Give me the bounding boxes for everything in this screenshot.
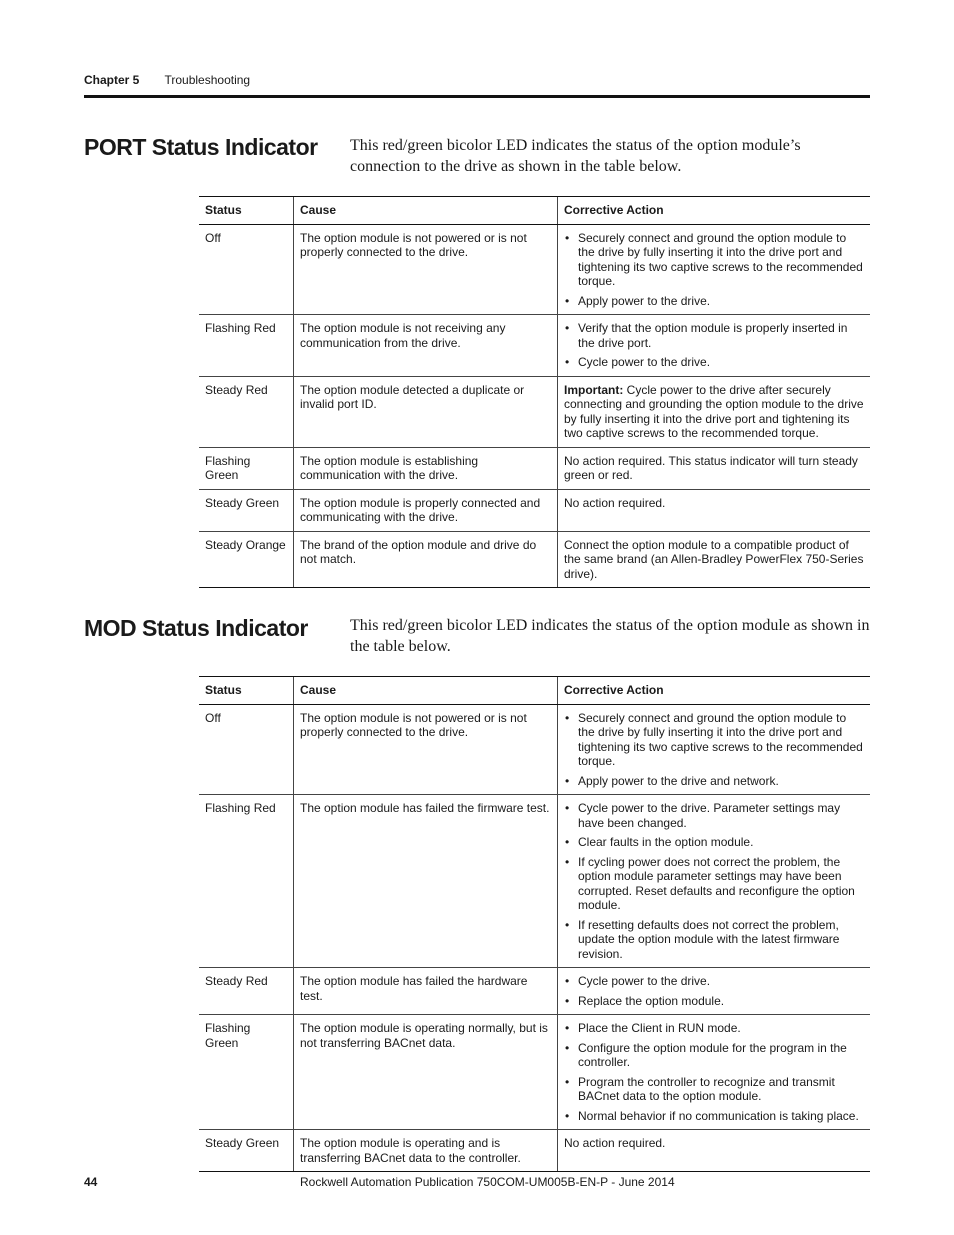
cause-cell: The option module is not powered or is not properly connected to the drive.	[294, 704, 558, 795]
action-cell: No action required.	[558, 489, 871, 531]
status-cell: Flashing Red	[199, 795, 294, 968]
action-bullet: • If resetting defaults does not correct the problem, update the option module with the latest firmware revision.	[564, 918, 864, 962]
action-cell	[558, 376, 871, 447]
status-cell: Steady Green	[199, 489, 294, 531]
status-cell: Steady Orange	[199, 531, 294, 588]
action-bullet: • Securely connect and ground the option module to the drive by fully inserting it into the drive port and tightening its two captive screws to the recommended torque.	[564, 231, 864, 289]
action-cell: Connect the option module to a compatible product of the same brand (an Allen-Bradley PowerFlex 750-Series drive).	[558, 531, 871, 588]
action-cell	[558, 315, 871, 377]
cause-cell: The option module is operating and is transferring BACnet data to the controller.	[294, 1130, 558, 1172]
action-bullet: • Clear faults in the option module.	[564, 835, 864, 850]
port-status-table	[199, 196, 870, 588]
action-cell	[558, 704, 871, 795]
running-header	[84, 73, 250, 87]
cause-cell: The option module is operating normally, but is not transferring BACnet data.	[294, 1015, 558, 1130]
table-row	[199, 704, 870, 795]
table-row	[199, 1015, 870, 1130]
table-row	[199, 447, 870, 489]
action-bullet: • Replace the option module.	[564, 994, 864, 1009]
publication-info: Rockwell Automation Publication 750COM-UM005B-EN-P - June 2014	[300, 1175, 675, 1189]
col-cause: Cause	[294, 677, 558, 705]
action-bullet: • Cycle power to the drive. Parameter settings may have been changed.	[564, 801, 864, 830]
cause-cell: The option module detected a duplicate or invalid port ID.	[294, 376, 558, 447]
action-cell	[558, 1015, 871, 1130]
action-bullet: • Apply power to the drive.	[564, 294, 864, 309]
mod-section-intro: This red/green bicolor LED indicates the status of the option module as shown in the table below.	[350, 617, 870, 655]
chapter-section: Troubleshooting	[164, 73, 251, 87]
table-row	[199, 1130, 870, 1172]
cause-cell: The option module is establishing communication with the drive.	[294, 447, 558, 489]
table-row	[199, 968, 870, 1015]
action-cell: No action required. This status indicator will turn steady green or red.	[558, 447, 871, 489]
cause-cell: The option module is properly connected and communicating with the drive.	[294, 489, 558, 531]
cause-cell: The brand of the option module and drive do not match.	[294, 531, 558, 588]
table-row	[199, 531, 870, 588]
action-bullet: • Configure the option module for the program in the controller.	[564, 1041, 864, 1070]
table-header-row	[199, 197, 870, 225]
table-row	[199, 376, 870, 447]
action-bullet: • Securely connect and ground the option module to the drive by fully inserting it into the drive port and tightening its two captive screws to the recommended torque.	[564, 711, 864, 769]
action-bullet: • Verify that the option module is properly inserted in the drive port.	[564, 321, 864, 350]
table-row	[199, 795, 870, 968]
table-row	[199, 315, 870, 377]
port-section-title: PORT Status Indicator	[84, 134, 318, 160]
status-cell: Flashing Green	[199, 447, 294, 489]
status-cell: Steady Green	[199, 1130, 294, 1172]
status-cell: Flashing Red	[199, 315, 294, 377]
col-status: Status	[199, 677, 294, 705]
action-bullet: • Normal behavior if no communication is taking place.	[564, 1109, 864, 1124]
col-corrective-action: Corrective Action	[558, 677, 871, 705]
col-status: Status	[199, 197, 294, 225]
action-bullet: • Cycle power to the drive.	[564, 974, 864, 989]
action-bullet: • Place the Client in RUN mode.	[564, 1021, 864, 1036]
page-number: 44	[84, 1175, 98, 1189]
table-header-row	[199, 677, 870, 705]
cause-cell: The option module has failed the firmware test.	[294, 795, 558, 968]
mod-section-title: MOD Status Indicator	[84, 615, 308, 641]
action-bullet: • Program the controller to recognize and transmit BACnet data to the option module.	[564, 1075, 864, 1104]
action-bullet: • If cycling power does not correct the problem, the option module parameter settings may have been corrupted. Reset defaults and reconfigure the option module.	[564, 855, 864, 913]
table-row	[199, 224, 870, 315]
col-cause: Cause	[294, 197, 558, 225]
port-section-intro: This red/green bicolor LED indicates the status of the option module’s connection to the drive as shown in the table below.	[350, 137, 801, 175]
table-row	[199, 489, 870, 531]
status-cell: Steady Red	[199, 376, 294, 447]
action-cell	[558, 968, 871, 1015]
cause-cell: The option module is not receiving any communication from the drive.	[294, 315, 558, 377]
action-cell	[558, 224, 871, 315]
status-cell: Steady Red	[199, 968, 294, 1015]
action-cell: No action required.	[558, 1130, 871, 1172]
status-cell: Flashing Green	[199, 1015, 294, 1130]
mod-status-table	[199, 676, 870, 1172]
cause-cell: The option module has failed the hardware test.	[294, 968, 558, 1015]
important-label: Important:	[564, 382, 624, 397]
header-rule	[84, 95, 870, 98]
status-cell: Off	[199, 224, 294, 315]
action-cell	[558, 795, 871, 968]
col-corrective-action: Corrective Action	[558, 197, 871, 225]
action-bullet: • Apply power to the drive and network.	[564, 774, 864, 789]
action-bullet: • Cycle power to the drive.	[564, 355, 864, 370]
chapter-label: Chapter 5	[84, 73, 140, 87]
cause-cell: The option module is not powered or is not properly connected to the drive.	[294, 224, 558, 315]
status-cell: Off	[199, 704, 294, 795]
action-text: Cycle power to the drive after securely connecting and grounding the option module to the drive by fully inserting it into the drive port and tightening its two captive screws to the recommended torque.	[564, 382, 864, 440]
